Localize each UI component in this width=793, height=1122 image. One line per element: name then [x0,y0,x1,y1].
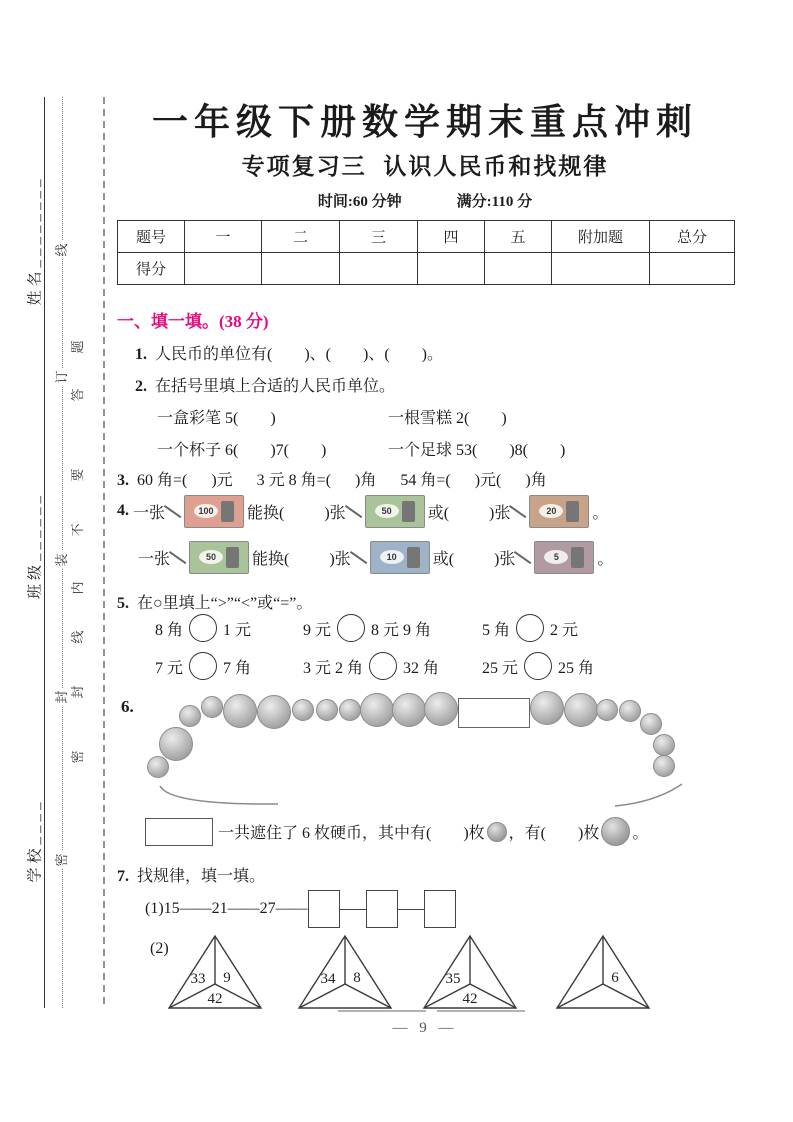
compare-right: 8 元 9 角 [371,621,432,639]
coin-small [640,713,662,735]
q2-item: 一个杯子 6( )7( ) [157,442,327,459]
seal-line-char: 不 [69,521,87,539]
compare-left: 25 元 [482,659,519,677]
question-1 [135,341,443,364]
banknote-portrait-icon [226,547,239,568]
seal-line-char: 题 [69,338,87,356]
coin-large [392,693,426,727]
q4-text: 一张 [138,550,171,568]
page-title: 一年级下册数学期末重点冲刺 [151,101,698,142]
triangle-figure [420,933,520,1011]
header-cell: 总分 [650,221,735,253]
binding-line-char: 封 [53,688,71,706]
banknote-portrait-icon [571,547,584,568]
coin-small [653,755,675,777]
comparison-item [155,614,251,642]
compare-right: 25 角 [558,659,595,677]
q7-part1 [145,889,456,929]
sequence-box [308,890,340,928]
seal-dashed-line [103,97,105,1008]
coin-large [360,693,394,727]
question-text: 在○里填上“>”“<”或“=”。 [137,595,313,612]
compare-right: 2 元 [550,621,579,639]
compare-right: 1 元 [223,621,252,639]
comparison-circle [516,614,544,642]
footer-rule [338,1010,426,1012]
coin-small [179,705,201,727]
hidden-coins-box [458,698,530,728]
coin-large [564,693,598,727]
header-cell: 附加题 [552,221,650,253]
question-7 [117,863,265,886]
question-text: 60 角=( )元 3 元 8 角=( )角 54 角=( )元( )角 [137,472,547,489]
compare-left: 9 元 [303,621,332,639]
comparison-item [303,652,439,680]
q4-text: 或( )张 [432,550,516,568]
seal-line-char: 封 [69,683,87,701]
coin-small [619,700,641,722]
q4-text: 一张 [133,504,166,522]
page-number: — 9 — [392,1020,458,1036]
section-one-heading: 一、填一填。(38 分) [117,312,269,331]
page-subtitle: 专项复习三 认识人民币和找规律 [241,153,609,179]
triangle-right-value: 9 [223,970,231,986]
banknote-value: 20 [539,504,563,518]
time-label: 时间:60 分钟 [317,194,402,210]
score-cell-empty [262,253,340,285]
slash-mark-icon [165,502,181,520]
header-cell: 三 [340,221,418,253]
question-number: 3. [117,472,129,489]
score-cell-empty [552,253,650,285]
slash-mark-icon [515,548,531,566]
seal-line-char: 要 [69,466,87,484]
header-cell: 一 [185,221,262,253]
q4-text: 。 [592,504,609,522]
sequence-box [366,890,398,928]
triangle-bottom-value: 42 [207,991,223,1007]
binding-line-char: 装 [53,551,71,569]
triangle-bottom-value: 42 [462,991,478,1007]
binding-line-char: 密 [53,851,71,869]
compare-right: 7 角 [223,659,252,677]
sidebar-name-label: 姓名________ [27,175,44,306]
coin-small [316,699,338,721]
triangle-left-value: 34 [320,971,336,987]
comparison-circle [369,652,397,680]
score-cell-empty [418,253,485,285]
sequence-dash [340,909,366,910]
banknote-50 [365,495,425,528]
comparison-circle [189,652,217,680]
banknote-portrait-icon [407,547,420,568]
coin-large [530,691,564,725]
q4-text: 能换( )张 [252,550,351,568]
question-4-row1 [117,492,608,530]
compare-right: 32 角 [403,659,440,677]
banknote-value: 50 [199,550,223,564]
coin-large [424,692,458,726]
exam-info [115,190,735,211]
slash-mark-icon [170,548,186,566]
number-sequence: 15——21——27—— [163,900,308,917]
score-cell-empty [485,253,552,285]
score-table-score-row [118,253,735,285]
compare-left: 8 角 [155,621,184,639]
banknote-portrait-icon [221,501,234,522]
comparison-circle [337,614,365,642]
q2-item: 一根雪糕 2( ) [388,410,507,427]
coin-small [653,734,675,756]
seal-line-char: 密 [69,748,87,766]
question-text: 在括号里填上合适的人民币单位。 [155,378,396,395]
caption-text: 一共遮住了 6 枚硬币，其中有( )枚 [218,825,485,842]
score-table [117,220,735,285]
coin-small [201,696,223,718]
score-row-label: 得分 [118,253,185,285]
question-6-number: 6. [121,697,134,716]
banknote-portrait-icon [566,501,579,522]
caption-text: 。 [632,825,649,842]
question-3 [117,467,547,490]
banknote-value: 100 [194,504,218,518]
score-cell-empty [340,253,418,285]
coin-small [292,699,314,721]
comparison-circle [524,652,552,680]
triangle-figure [165,933,265,1011]
coin-chain [140,690,740,820]
compare-left: 5 角 [482,621,511,639]
banknote-value: 5 [544,550,568,564]
header-cell: 题号 [118,221,185,253]
comparison-item [155,652,251,680]
triangle-right-value: 8 [353,970,361,986]
full-score-label: 满分:110 分 [456,194,533,210]
compare-left: 3 元 2 角 [303,659,364,677]
part1-label: (1) [145,900,164,917]
coin-large [159,727,193,761]
q4-text: 。 [597,550,614,568]
coin-large-icon [601,817,630,846]
header-cell: 四 [418,221,485,253]
header-cell: 五 [485,221,552,253]
header-cell: 二 [262,221,340,253]
q2-item: 一盒彩笔 5( ) [157,410,276,427]
q6-caption [145,817,648,846]
sequence-dash [398,909,424,910]
q4-text: 能换( )张 [247,504,346,522]
coin-small [596,699,618,721]
slash-mark-icon [346,502,362,520]
coin-small [339,699,361,721]
comparison-item [482,614,578,642]
answer-box [145,818,213,846]
triangle-figure [553,933,653,1011]
triangle-figure [295,933,395,1011]
coin-small [147,756,169,778]
question-number: 5. [117,595,129,612]
compare-left: 7 元 [155,659,184,677]
score-cell-empty [650,253,735,285]
coin-large [223,694,257,728]
q2-item: 一个足球 53( )8( ) [388,442,566,459]
caption-text: ，有( )枚 [508,825,600,842]
footer-rule [437,1010,525,1012]
score-table-header-row [118,221,735,253]
sequence-box [424,890,456,928]
banknote-value: 10 [380,550,404,564]
question-number: 4. [117,502,129,519]
slash-mark-icon [510,502,526,520]
sidebar-class-label: 班级______ [27,492,44,600]
sidebar-school-label: 学校____ [27,798,44,883]
banknote-50 [189,541,249,574]
question-2 [135,373,395,396]
score-cell-empty [185,253,262,285]
binding-solid-line [44,97,45,1008]
seal-line-char: 内 [69,579,87,597]
seal-line-char: 答 [69,386,87,404]
banknote-20 [529,495,589,528]
question-text: 找规律，填一填。 [137,868,266,885]
binding-line-char: 订 [53,368,71,386]
question-number: 7. [117,868,129,885]
q4-text: 或( )张 [427,504,511,522]
banknote-10 [370,541,430,574]
question-number: 2. [135,378,147,395]
slash-mark-icon [351,548,367,566]
coin-large [257,695,291,729]
banknote-5 [534,541,594,574]
banknote-value: 50 [375,504,399,518]
comparison-circle [189,614,217,642]
comparison-item [303,614,431,642]
banknote-100 [184,495,244,528]
seal-line-char: 线 [69,628,87,646]
triangle-right-value: 6 [611,970,619,986]
question-5 [117,590,312,613]
question-text: 人民币的单位有( )、( )、( )。 [155,346,443,363]
question-number: 1. [135,346,147,363]
banknote-portrait-icon [402,501,415,522]
comparison-item [482,652,594,680]
coin-small-icon [487,822,507,842]
triangle-left-value: 33 [190,971,206,987]
question-4-row2 [138,538,613,576]
binding-line-char: 线 [53,241,71,259]
triangle-left-value: 35 [445,971,461,987]
part2-label: (2) [150,940,169,957]
